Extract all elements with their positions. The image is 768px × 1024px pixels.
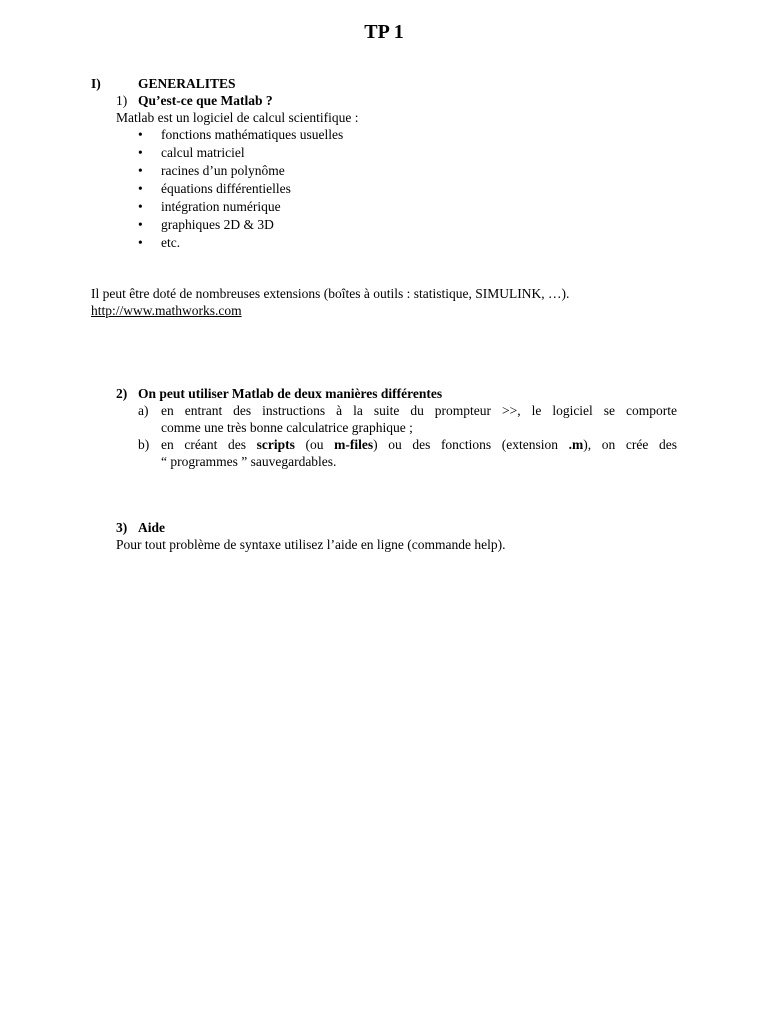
section-heading: GENERALITES <box>138 76 236 91</box>
list-item: • intégration numérique <box>138 198 343 216</box>
text-run: ), on crée des <box>583 437 678 452</box>
subsection-heading: Qu’est-ce que Matlab ? <box>138 93 273 108</box>
item-b-line1 <box>161 436 677 453</box>
subsection-heading: On peut utiliser Matlab de deux manières différentes <box>138 386 443 401</box>
list-item: • etc. <box>138 234 343 252</box>
extension-term: .m <box>568 437 584 452</box>
subsection-number: 3) <box>116 520 128 535</box>
subsection-heading: Aide <box>138 520 165 535</box>
item-label: a) <box>138 403 149 418</box>
item-label: b) <box>138 437 150 452</box>
mfiles-term: m-files <box>334 437 374 452</box>
text-run: (ou <box>294 437 335 452</box>
subsection-number: 2) <box>116 386 128 401</box>
list-item: • fonctions mathématiques usuelles <box>138 126 343 144</box>
help-text: Pour tout problème de syntaxe utilisez l’aide en ligne (commande help). <box>116 537 506 552</box>
text-run: en créant des <box>161 437 257 452</box>
list-item: • équations différentielles <box>138 180 343 198</box>
scripts-term: scripts <box>256 437 295 452</box>
item-a-line1: en entrant des instructions à la suite du prompteur >>, le logiciel se comporte <box>161 403 677 418</box>
intro-text: Matlab est un logiciel de calcul scientifique : <box>116 110 359 125</box>
list-item: • calcul matriciel <box>138 144 343 162</box>
extensions-text: Il peut être doté de nombreuses extensions (boîtes à outils : statistique, SIMULINK, …). <box>91 286 570 301</box>
list-item: • racines d’un polynôme <box>138 162 343 180</box>
list-item: • graphiques 2D & 3D <box>138 216 343 234</box>
item-a-line2: comme une très bonne calculatrice graphique ; <box>161 420 413 435</box>
feature-list <box>138 126 343 252</box>
mathworks-link[interactable]: http://www.mathworks.com <box>91 303 242 318</box>
section-numeral: I) <box>91 76 101 91</box>
item-b-line2: “ programmes ” sauvegardables. <box>161 454 337 469</box>
subsection-number: 1) <box>116 93 128 108</box>
page-title: TP 1 <box>364 21 404 43</box>
text-run: ) ou des fonctions (extension <box>373 437 569 452</box>
